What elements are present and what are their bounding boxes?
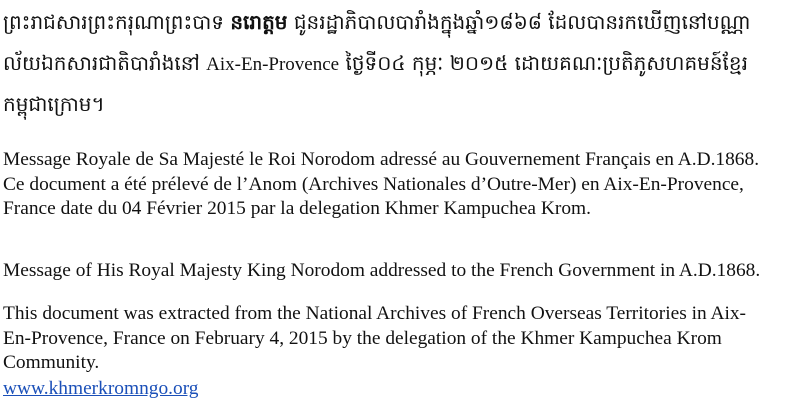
english-title-line: Message of His Royal Majesty King Norodom addressed to the French Government in A.D.1868. (3, 260, 761, 281)
khmer-text: ល័យឯកសារជាតិបារាំងនៅ (3, 51, 207, 75)
french-caption (3, 148, 796, 222)
khmer-caption (3, 2, 797, 125)
khmer-text: ព្រះរាជសារព្រះករុណាព្រះបាទ (3, 10, 231, 34)
french-line-2: Ce document a été prélevé de l’Anom (Archives Nationales d’Outre-Mer) en Aix-En-Provence, (3, 173, 744, 195)
english-line-3: Community. (3, 352, 100, 373)
french-line-3: France date du 04 Février 2015 par la delegation Khmer Kampuchea Krom. (3, 198, 591, 219)
king-name: នរោត្តម (230, 10, 288, 34)
english-line-2: En-Provence, France on February 4, 2015 by the delegation of the Khmer Kampuchea Krom (3, 327, 722, 349)
khmer-line-3: កម្ពុជាក្រោម។ (3, 92, 105, 116)
khmer-line-2 (3, 43, 797, 84)
website-link[interactable]: www.khmerkromngo.org (3, 378, 199, 399)
english-caption (3, 302, 796, 376)
khmer-line-1 (3, 2, 797, 43)
place-name: Aix-En-Provence (206, 54, 340, 75)
english-title (3, 259, 796, 284)
khmer-text: ថ្ងៃទី០៤ កុម្ភៈ ២០១៥ ដោយគណៈប្រតិភូសហគមន៍ខ្មែរ (339, 51, 748, 75)
english-line-1: This document was extracted from the National Archives of French Overseas Territories in Aix- (3, 303, 746, 324)
french-line-1: Message Royale de Sa Majesté le Roi Norodom adressé au Gouvernement Français en A.D.1868. (3, 149, 760, 170)
khmer-text: ជូនរដ្ឋាភិបាលបារាំងក្នុងឆ្នាំ១៨៦៨ ដែលបានរកឃើញនៅបណ្ណា (287, 10, 751, 34)
